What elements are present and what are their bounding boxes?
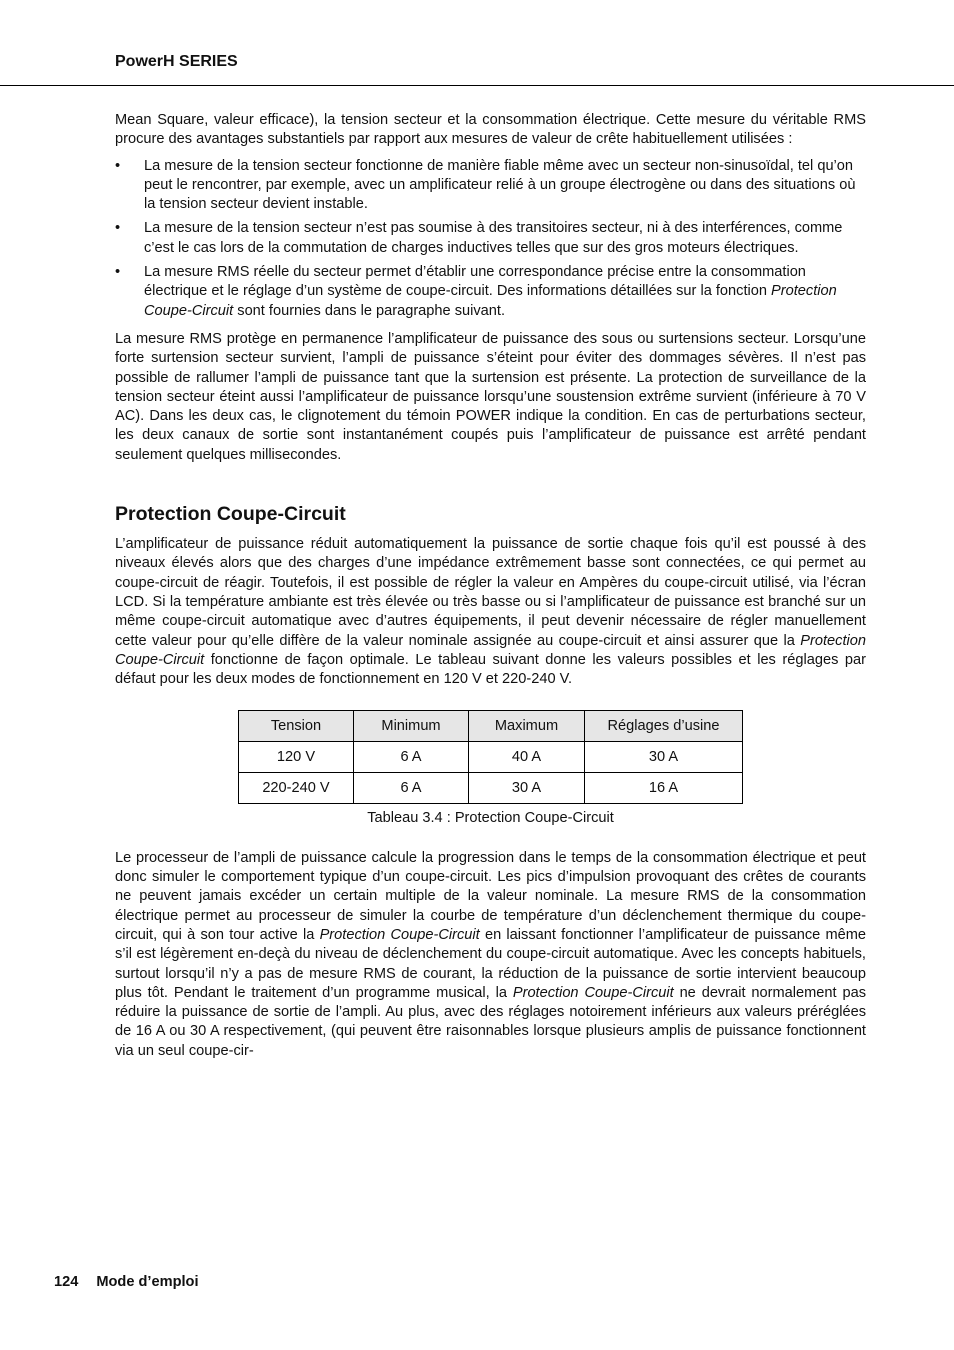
table-cell: 30 A	[585, 742, 743, 773]
intro-paragraph: Mean Square, valeur efficace), la tension secteur et la consommation électrique. Cette mesure du véritable RMS procure des avantages substantiels par rapport aux mesures de valeur de crête habituellement utilisées :	[115, 112, 866, 148]
table-cell: 30 A	[469, 773, 585, 804]
page-footer	[54, 1274, 199, 1290]
header-divider	[0, 85, 954, 86]
bullet-icon: •	[115, 220, 121, 237]
section-heading: Protection Coupe-Circuit	[115, 503, 346, 526]
list-item	[115, 219, 866, 258]
emphasis-term: Protection Coupe-Circuit	[115, 632, 866, 668]
column-header: Tension	[239, 711, 354, 742]
table-row	[239, 742, 743, 773]
processor-paragraph: Le processeur de l’ampli de puissance calcule la progression dans le temps de la consommation électrique et peut donc simuler le comportement typique d’un coupe-circuit. Les pics d’impulsion provoquant des crêtes de courants ne peuvent jamais excéder un certain multiple de la valeur nominale. La mesure RMS de la consommation électrique permet au processeur de simuler la courbe de température d’un déclenchement thermique du coupe-circuit, qui à son tour active la Protection Coupe-Circuit en laissant fonctionner l’amplificateur de puissance même s’il est légèrement en-deçà du niveau de déclenchement du coupe-circuit automatique. Avec les concepts habituels, surtout lorsqu’il n’y a pas de mesure RMS de courant, la réduction de la puissance de sortie intervient beaucoup plus tôt. Pendant le traitement d’un programme musical, la Protection Coupe-Circuit ne devrait normalement pas réduire la puissance de sortie de l’ampli. Au plus, avec des réglages notoirement inférieurs aux valeurs préréglées de 16 A ou 30 A respectivement, (qui peuvent être raisonnables lorsque plusieurs amplis de puissance fonctionnent via un seul coupe-cir-	[115, 849, 867, 1059]
table-row	[239, 773, 743, 804]
column-header: Minimum	[354, 711, 469, 742]
emphasis-term: Protection Coupe-Circuit	[144, 283, 837, 319]
page-body	[115, 111, 866, 1061]
table-caption: Tableau 3.4 : Protection Coupe-Circuit	[367, 810, 614, 827]
emphasis-term: Protection Coupe-Circuit	[512, 984, 674, 1001]
footer-label: Mode d’emploi	[96, 1274, 199, 1290]
list-item	[115, 157, 866, 215]
list-item-text: La mesure RMS réelle du secteur permet d’établir une correspondance précise entre la consommation électrique et le réglage d’un système de coupe-circuit. Des informations détaillées sur la fonction Protection Coupe-Circuit sont fournies dans le paragraphe suivant.	[144, 264, 837, 319]
table-cell: 16 A	[585, 773, 743, 804]
column-header: Réglages d’usine	[585, 711, 743, 742]
page-number: 124	[54, 1274, 79, 1290]
bullet-icon: •	[115, 157, 121, 174]
emphasis-term: Protection Coupe-Circuit	[319, 926, 480, 943]
breaker-settings-table	[238, 710, 743, 804]
list-item-text: La mesure de la tension secteur n’est pas soumise à des transitoires secteur, ni à des interférences, comme c’est le cas lors de la commutation de charges inductives telles que sur des gros moteurs électriques.	[144, 220, 843, 256]
breaker-intro-paragraph: L’amplificateur de puissance réduit automatiquement la puissance de sortie chaque fois qu’il est poussé à des niveaux élevés alors que des charges d’une impédance extrêmement basse sont connectées, ce qui permet au coupe-circuit de réagir. Toutefois, il est possible de régler la valeur en Ampères du coupe-circuit utilisé, via l’écran LCD. Si la température ambiante est très élevée ou très basse ou si l’amplificateur de puissance est branché sur un même coupe-circuit automatique avec d’autres équipements, il peut devenir nécessaire de régler manuellement cette valeur pour qu’elle diffère de la valeur nominale assignée au coupe-circuit et ainsi assurer que la Protection Coupe-Circuit fonctionne de façon optimale. Le tableau suivant donne les valeurs possibles et les réglages par défaut pour les deux modes de fonctionnement en 120 V et 220-240 V.	[115, 536, 866, 688]
bullet-icon: •	[115, 264, 121, 281]
list-item-text: La mesure de la tension secteur fonctionne de manière fiable même avec un secteur non-sinusoïdal, tel qu’on peut le rencontrer, par exemple, avec un amplificateur relié à un groupe électrogène ou dans des situations où la tension secteur devient instable.	[144, 157, 856, 213]
table-cell: 6 A	[354, 742, 469, 773]
rms-protection-paragraph: La mesure RMS protège en permanence l’amplificateur de puissance des sous ou surtensions secteur. Lorsqu’une forte surtension secteur survient, l’ampli de puissance s’éteint pour éviter des dommages sévères. Il n’est pas possible de rallumer l’ampli de puissance tant que la surtension est présente. La protection de surveillance de la tension secteur éteint aussi l’amplificateur de puissance lorsqu’une soustension extrême survient (inférieure à 70 V AC). Dans les deux cas, le clignotement du témoin POWER indique la condition. En cas de perturbations secteur, les deux canaux de sortie sont instantanément coupés puis l’amplificateur de puissance est arrêté pendant seulement quelques millisecondes.	[115, 330, 866, 463]
column-header: Maximum	[469, 711, 585, 742]
table-cell: 220-240 V	[239, 773, 354, 804]
rms-advantages-list	[115, 157, 866, 321]
table-cell: 40 A	[469, 742, 585, 773]
table-header-row	[239, 711, 743, 742]
table-cell: 6 A	[354, 773, 469, 804]
list-item	[115, 263, 866, 321]
running-header-title: PowerH SERIES	[115, 53, 238, 70]
table-cell: 120 V	[239, 742, 354, 773]
